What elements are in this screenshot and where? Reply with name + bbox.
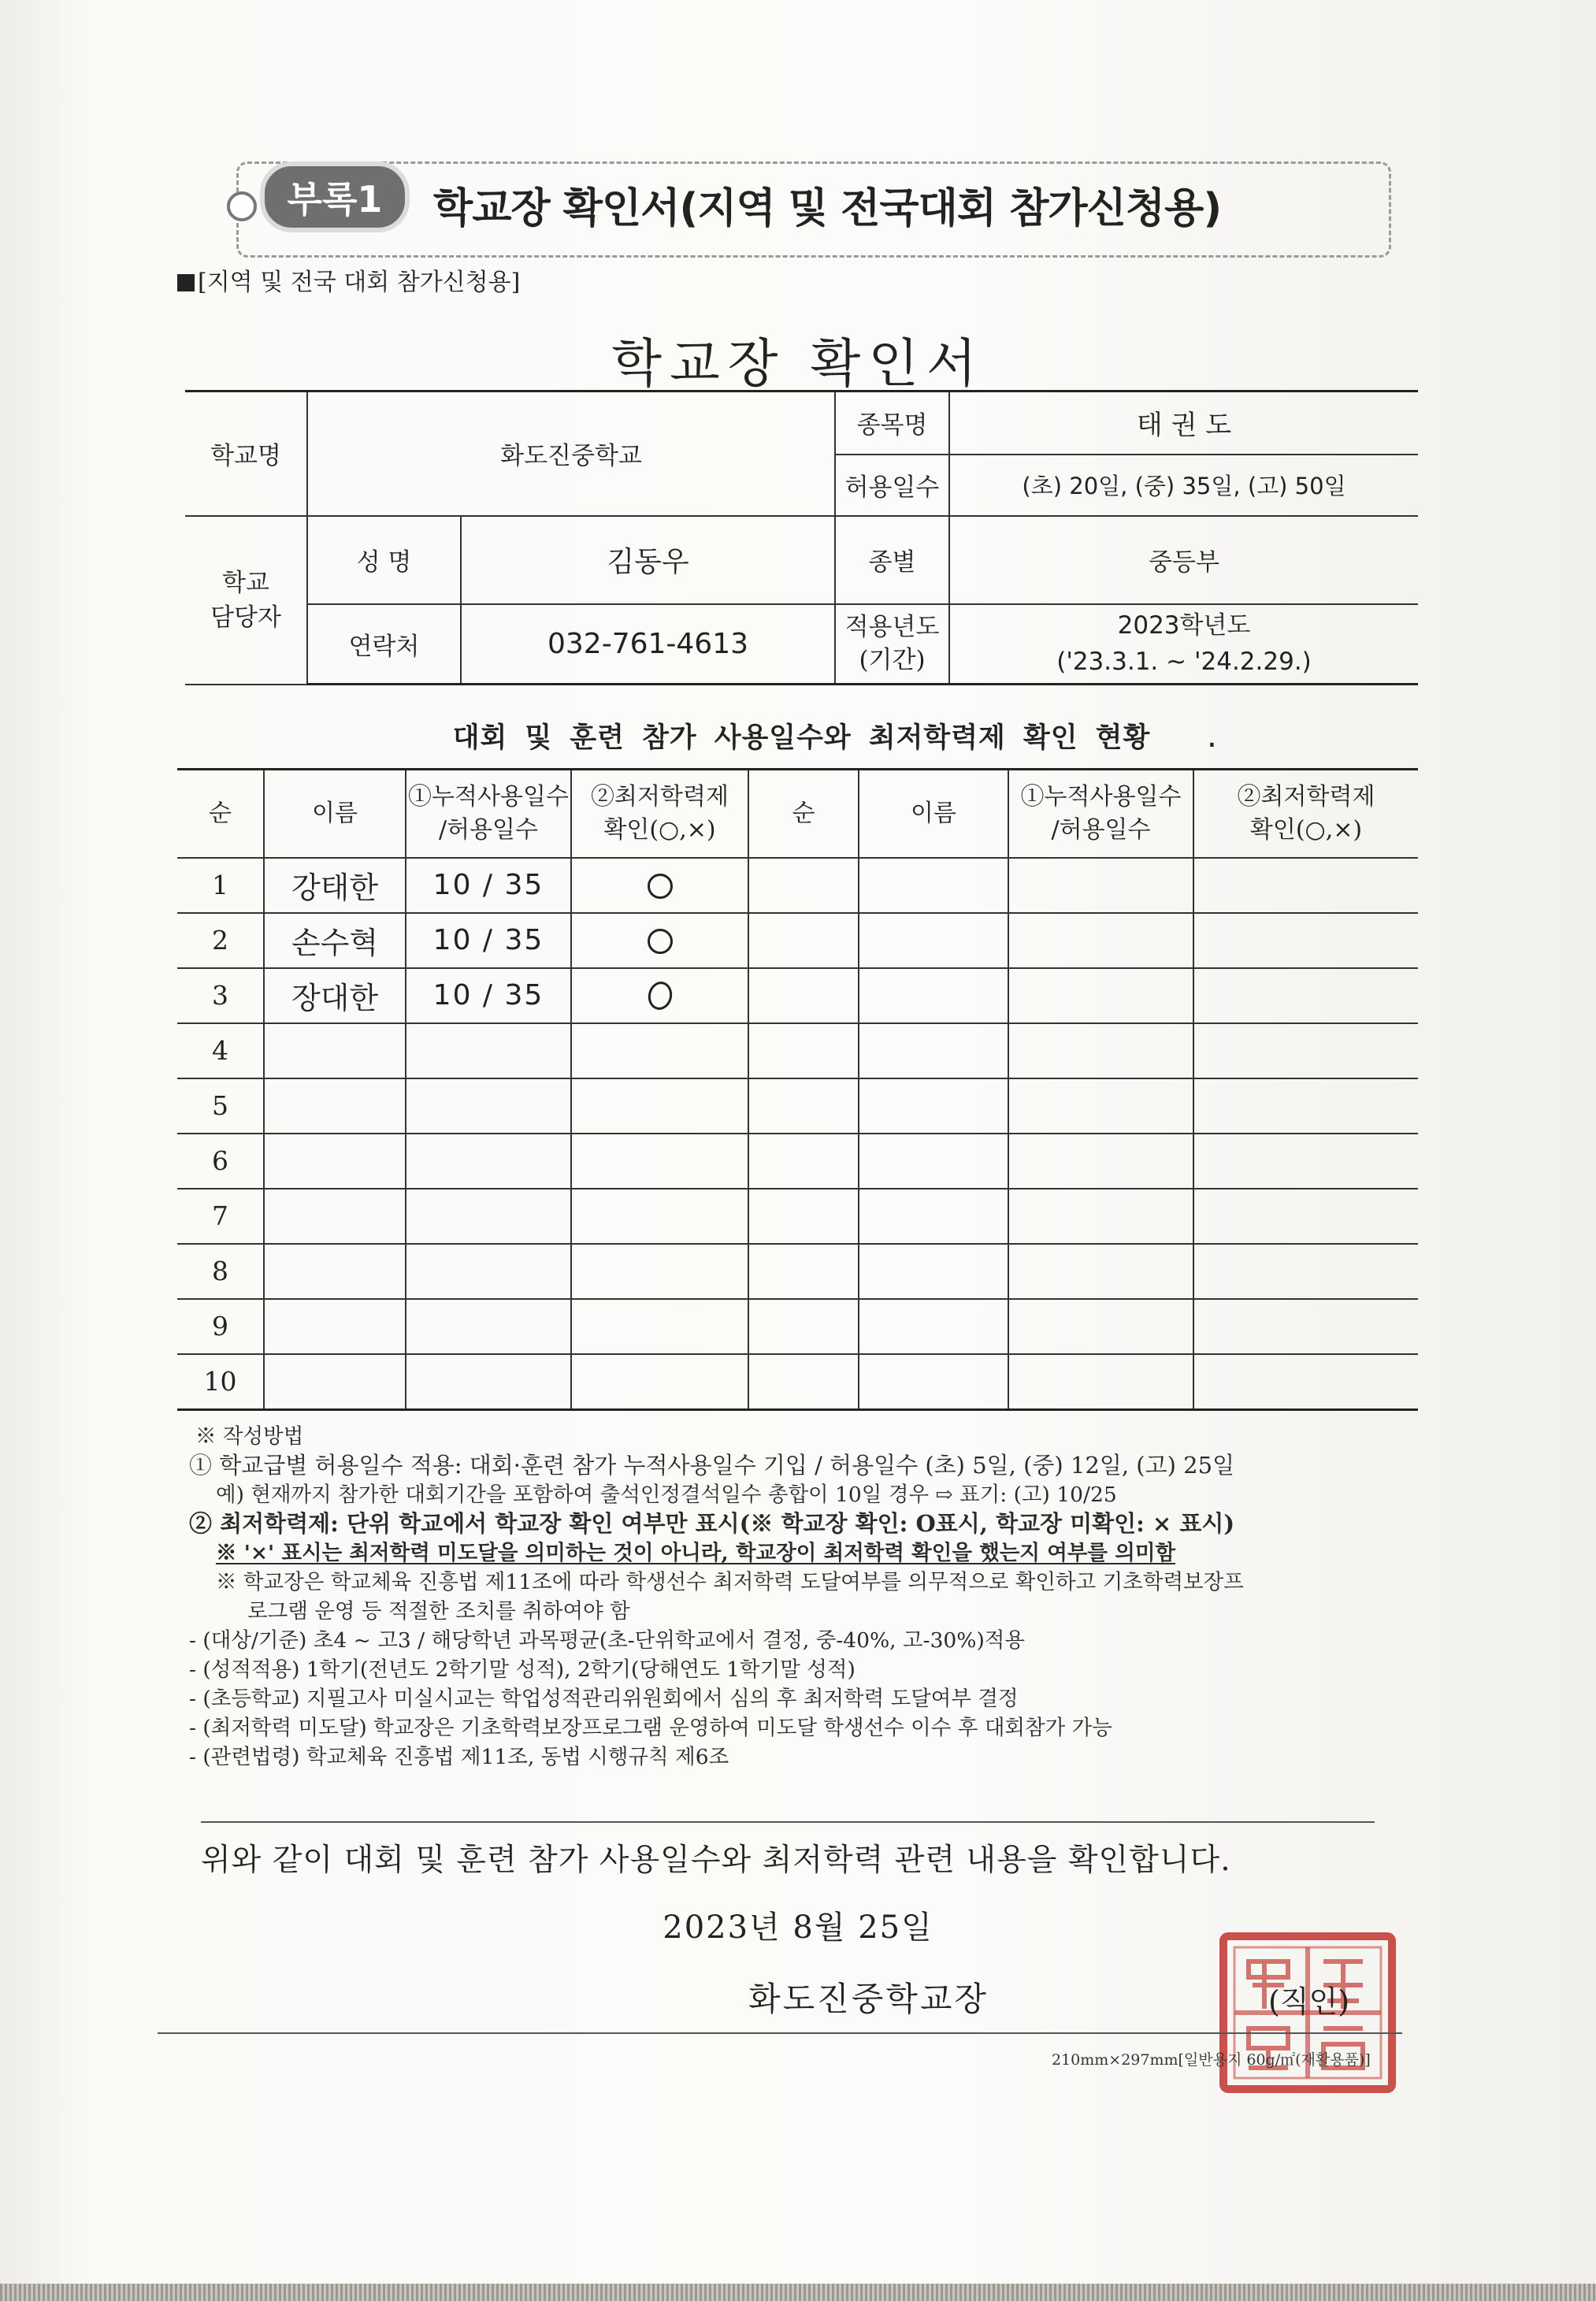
subheading-text: [지역 및 전국 대회 참가신청용] xyxy=(198,269,521,296)
allowed-days-value: (초) 20일, (중) 35일, (고) 50일 xyxy=(949,455,1418,516)
row-empty xyxy=(571,1134,748,1189)
table-row xyxy=(177,1078,1418,1134)
name-label: 성 명 xyxy=(307,516,461,604)
row-no: 2 xyxy=(177,913,264,968)
row-empty xyxy=(859,858,1008,913)
row-no: 10 xyxy=(177,1354,264,1410)
square-bullet-icon xyxy=(177,274,195,291)
row-empty xyxy=(1008,1299,1193,1354)
row-empty xyxy=(859,1354,1008,1410)
row-empty xyxy=(859,1189,1008,1244)
table-row xyxy=(177,913,1418,968)
header-check-line1: ②최저학력제 xyxy=(591,782,729,811)
row-empty xyxy=(406,1134,571,1189)
issue-date: 2023년 8월 25일 xyxy=(663,1909,933,1946)
document-title: 학교장 확인서 xyxy=(611,333,985,394)
row-empty xyxy=(264,1134,406,1189)
row-empty xyxy=(1193,1244,1418,1299)
year-label-line1: 적용년도 xyxy=(844,613,940,642)
row-empty xyxy=(571,1354,748,1410)
footer-divider xyxy=(158,2032,1402,2034)
row-empty xyxy=(571,1299,748,1354)
note-2-b-line1: ※ 학교장은 학교체육 진흥법 제11조에 따라 학생선수 최저학력 도달여부를 의무적으로 확인하고 기초학력보장프 xyxy=(216,1570,1244,1594)
row-empty xyxy=(748,1023,859,1078)
detail-2: - (성적적용) 1학기(전년도 2학기말 성적), 2학기(당해연도 1학기말 성적) xyxy=(189,1657,856,1682)
table-row xyxy=(177,968,1418,1023)
row-empty xyxy=(1193,1189,1418,1244)
row-empty xyxy=(859,1023,1008,1078)
year-value-line2: ('23.3.1. ~ '24.2.29.) xyxy=(1056,648,1312,677)
row-empty xyxy=(1008,1023,1193,1078)
row-empty xyxy=(571,1078,748,1134)
contact-label: 연락처 xyxy=(307,604,461,685)
subheading xyxy=(177,262,520,297)
row-no: 9 xyxy=(177,1299,264,1354)
circle-mark-icon xyxy=(648,929,673,954)
row-no: 6 xyxy=(177,1134,264,1189)
category-label: 종별 xyxy=(835,516,949,604)
table-row xyxy=(177,1023,1418,1078)
table-row xyxy=(177,1354,1418,1410)
status-title-mark: . xyxy=(1203,722,1221,754)
row-empty xyxy=(1008,858,1193,913)
row-empty xyxy=(1193,1134,1418,1189)
header-no-right: 순 xyxy=(748,770,859,858)
row-empty xyxy=(859,1299,1008,1354)
row-no: 3 xyxy=(177,968,264,1023)
manager-label: 학교 담당자 xyxy=(185,516,307,685)
table-row xyxy=(177,1189,1418,1244)
row-empty xyxy=(859,913,1008,968)
school-value: 화도진중학교 xyxy=(307,392,835,516)
header-check xyxy=(571,770,748,858)
event-value: 태 권 도 xyxy=(949,392,1418,455)
header-no: 순 xyxy=(177,770,264,858)
row-empty xyxy=(264,1354,406,1410)
header-days-line1: ①누적사용일수 xyxy=(408,782,569,811)
row-empty xyxy=(748,913,859,968)
year-label xyxy=(835,604,949,685)
row-empty xyxy=(1193,913,1418,968)
header-check-right-line2: 확인(○,×) xyxy=(1249,815,1363,844)
detail-3: - (초등학교) 지필고사 미실시교는 학업성적관리위원회에서 심의 후 최저학력 도달여부 결정 xyxy=(189,1687,1019,1711)
header-check-right-line1: ②최저학력제 xyxy=(1237,782,1375,811)
row-check xyxy=(571,913,748,968)
name-value: 김동우 xyxy=(461,516,835,604)
participant-table xyxy=(177,768,1418,1411)
row-no: 4 xyxy=(177,1023,264,1078)
row-empty xyxy=(264,1023,406,1078)
row-empty xyxy=(748,1299,859,1354)
header-check-right xyxy=(1193,770,1418,858)
row-empty xyxy=(1008,913,1193,968)
row-days: 10 / 35 xyxy=(406,858,571,913)
row-empty xyxy=(748,968,859,1023)
table-row xyxy=(177,858,1418,913)
allowed-days-label: 허용일수 xyxy=(835,455,949,516)
header-name-right: 이름 xyxy=(859,770,1008,858)
row-empty xyxy=(1008,1134,1193,1189)
contact-value: 032-761-4613 xyxy=(461,604,835,685)
paper-spec: 210mm×297mm[일반용지 60g/㎡(재활용품)] xyxy=(1052,2051,1371,2069)
header-days xyxy=(406,770,571,858)
header-days-right-line2: /허용일수 xyxy=(1051,815,1151,844)
event-label: 종목명 xyxy=(835,392,949,455)
row-empty xyxy=(406,1078,571,1134)
row-empty xyxy=(406,1354,571,1410)
row-empty xyxy=(1008,1189,1193,1244)
instructions-heading: ※ 작성방법 xyxy=(195,1424,304,1449)
year-value xyxy=(949,604,1418,685)
row-empty xyxy=(264,1299,406,1354)
row-name: 강태한 xyxy=(264,858,406,913)
header-check-line2: 확인(○,×) xyxy=(603,815,716,844)
appendix-label: 부록1 xyxy=(260,161,410,232)
detail-4: - (최저학력 미도달) 학교장은 기초학력보장프로그램 운영하여 미도달 학생선수 이수 후 대회참가 가능 xyxy=(189,1716,1112,1740)
detail-1: - (대상/기준) 초4 ~ 고3 / 해당학년 과목평균(초-단위학교에서 결정, 중-40%, 고-30%)적용 xyxy=(189,1628,1026,1653)
row-empty xyxy=(571,1189,748,1244)
row-empty xyxy=(264,1189,406,1244)
row-empty xyxy=(748,1134,859,1189)
instructions xyxy=(189,1422,1434,1772)
row-empty xyxy=(1193,1299,1418,1354)
divider xyxy=(201,1821,1375,1823)
table-row xyxy=(177,1299,1418,1354)
table-row xyxy=(177,1134,1418,1189)
row-empty xyxy=(406,1023,571,1078)
status-title-text: 대회 및 훈련 참가 사용일수와 최저학력제 확인 현황 xyxy=(452,722,1151,754)
row-empty xyxy=(1193,968,1418,1023)
row-empty xyxy=(859,1078,1008,1134)
row-empty xyxy=(1193,1078,1418,1134)
header-days-line2: /허용일수 xyxy=(438,815,539,844)
note-1-example: 예) 현재까지 참가한 대회기간을 포함하여 출석인정결석일수 총합이 10일 경우 ⇨ 표기: (고) 10/25 xyxy=(216,1483,1117,1507)
row-empty xyxy=(1008,1244,1193,1299)
detail-5: - (관련법령) 학교체육 진흥법 제11조, 동법 시행규칙 제6조 xyxy=(189,1745,729,1769)
confirmation-text: 위와 같이 대회 및 훈련 참가 사용일수와 최저학력 관련 내용을 확인합니다. xyxy=(201,1843,1231,1878)
row-empty xyxy=(859,1244,1008,1299)
row-check xyxy=(571,858,748,913)
table-row xyxy=(177,1244,1418,1299)
banner-ring-icon xyxy=(227,191,257,221)
row-empty xyxy=(748,1078,859,1134)
row-empty xyxy=(1008,968,1193,1023)
row-empty xyxy=(859,1134,1008,1189)
row-empty xyxy=(1008,1354,1193,1410)
seal-label: (직인) xyxy=(1268,1984,1350,2019)
note-2-b-line2: 로그램 운영 등 적절한 조치를 취하여야 함 xyxy=(247,1599,630,1624)
school-label: 학교명 xyxy=(185,392,307,516)
row-empty xyxy=(571,1244,748,1299)
row-empty xyxy=(748,1189,859,1244)
header-name: 이름 xyxy=(264,770,406,858)
row-empty xyxy=(1193,1354,1418,1410)
row-empty xyxy=(264,1078,406,1134)
row-empty xyxy=(748,1244,859,1299)
row-empty xyxy=(748,858,859,913)
header-days-right xyxy=(1008,770,1193,858)
year-value-line1: 2023학년도 xyxy=(1117,611,1251,640)
row-empty xyxy=(748,1354,859,1410)
row-check xyxy=(571,968,748,1023)
info-table xyxy=(185,390,1418,685)
row-empty xyxy=(406,1244,571,1299)
note-2-a: ※ '×' 표시는 최저학력 미도달을 의미하는 것이 아니라, 학교장이 최저학력 확인을 했는지 여부를 의미함 xyxy=(216,1541,1176,1565)
row-no: 7 xyxy=(177,1189,264,1244)
scan-edge xyxy=(0,2284,1596,2301)
row-no: 5 xyxy=(177,1078,264,1134)
row-empty xyxy=(406,1189,571,1244)
row-name: 손수혁 xyxy=(264,913,406,968)
year-label-line2: (기간) xyxy=(859,646,926,675)
note-2: ② 최저학력제: 단위 학교에서 학교장 확인 여부만 표시(※ 학교장 확인: O표시, 학교장 미확인: × 표시) xyxy=(189,1510,1235,1537)
circle-mark-icon xyxy=(645,980,674,1012)
banner-title: 학교장 확인서(지역 및 전국대회 참가신청용) xyxy=(433,185,1222,232)
header-days-right-line1: ①누적사용일수 xyxy=(1020,782,1182,811)
row-no: 8 xyxy=(177,1244,264,1299)
row-empty xyxy=(406,1299,571,1354)
row-empty xyxy=(571,1023,748,1078)
note-1: ① 학교급별 허용일수 적용: 대회·훈련 참가 누적사용일수 기입 / 허용일수 (초) 5일, (중) 12일, (고) 25일 xyxy=(189,1452,1235,1479)
table-header-row xyxy=(177,770,1418,858)
row-empty xyxy=(1008,1078,1193,1134)
category-value: 중등부 xyxy=(949,516,1418,604)
status-title xyxy=(185,707,1418,770)
row-days: 10 / 35 xyxy=(406,968,571,1023)
row-no: 1 xyxy=(177,858,264,913)
row-name: 장대한 xyxy=(264,968,406,1023)
principal-name: 화도진중학교장 xyxy=(748,1980,989,2018)
row-empty xyxy=(859,968,1008,1023)
row-empty xyxy=(264,1244,406,1299)
row-days: 10 / 35 xyxy=(406,913,571,968)
circle-mark-icon xyxy=(648,874,673,899)
row-empty xyxy=(1193,1023,1418,1078)
row-empty xyxy=(1193,858,1418,913)
